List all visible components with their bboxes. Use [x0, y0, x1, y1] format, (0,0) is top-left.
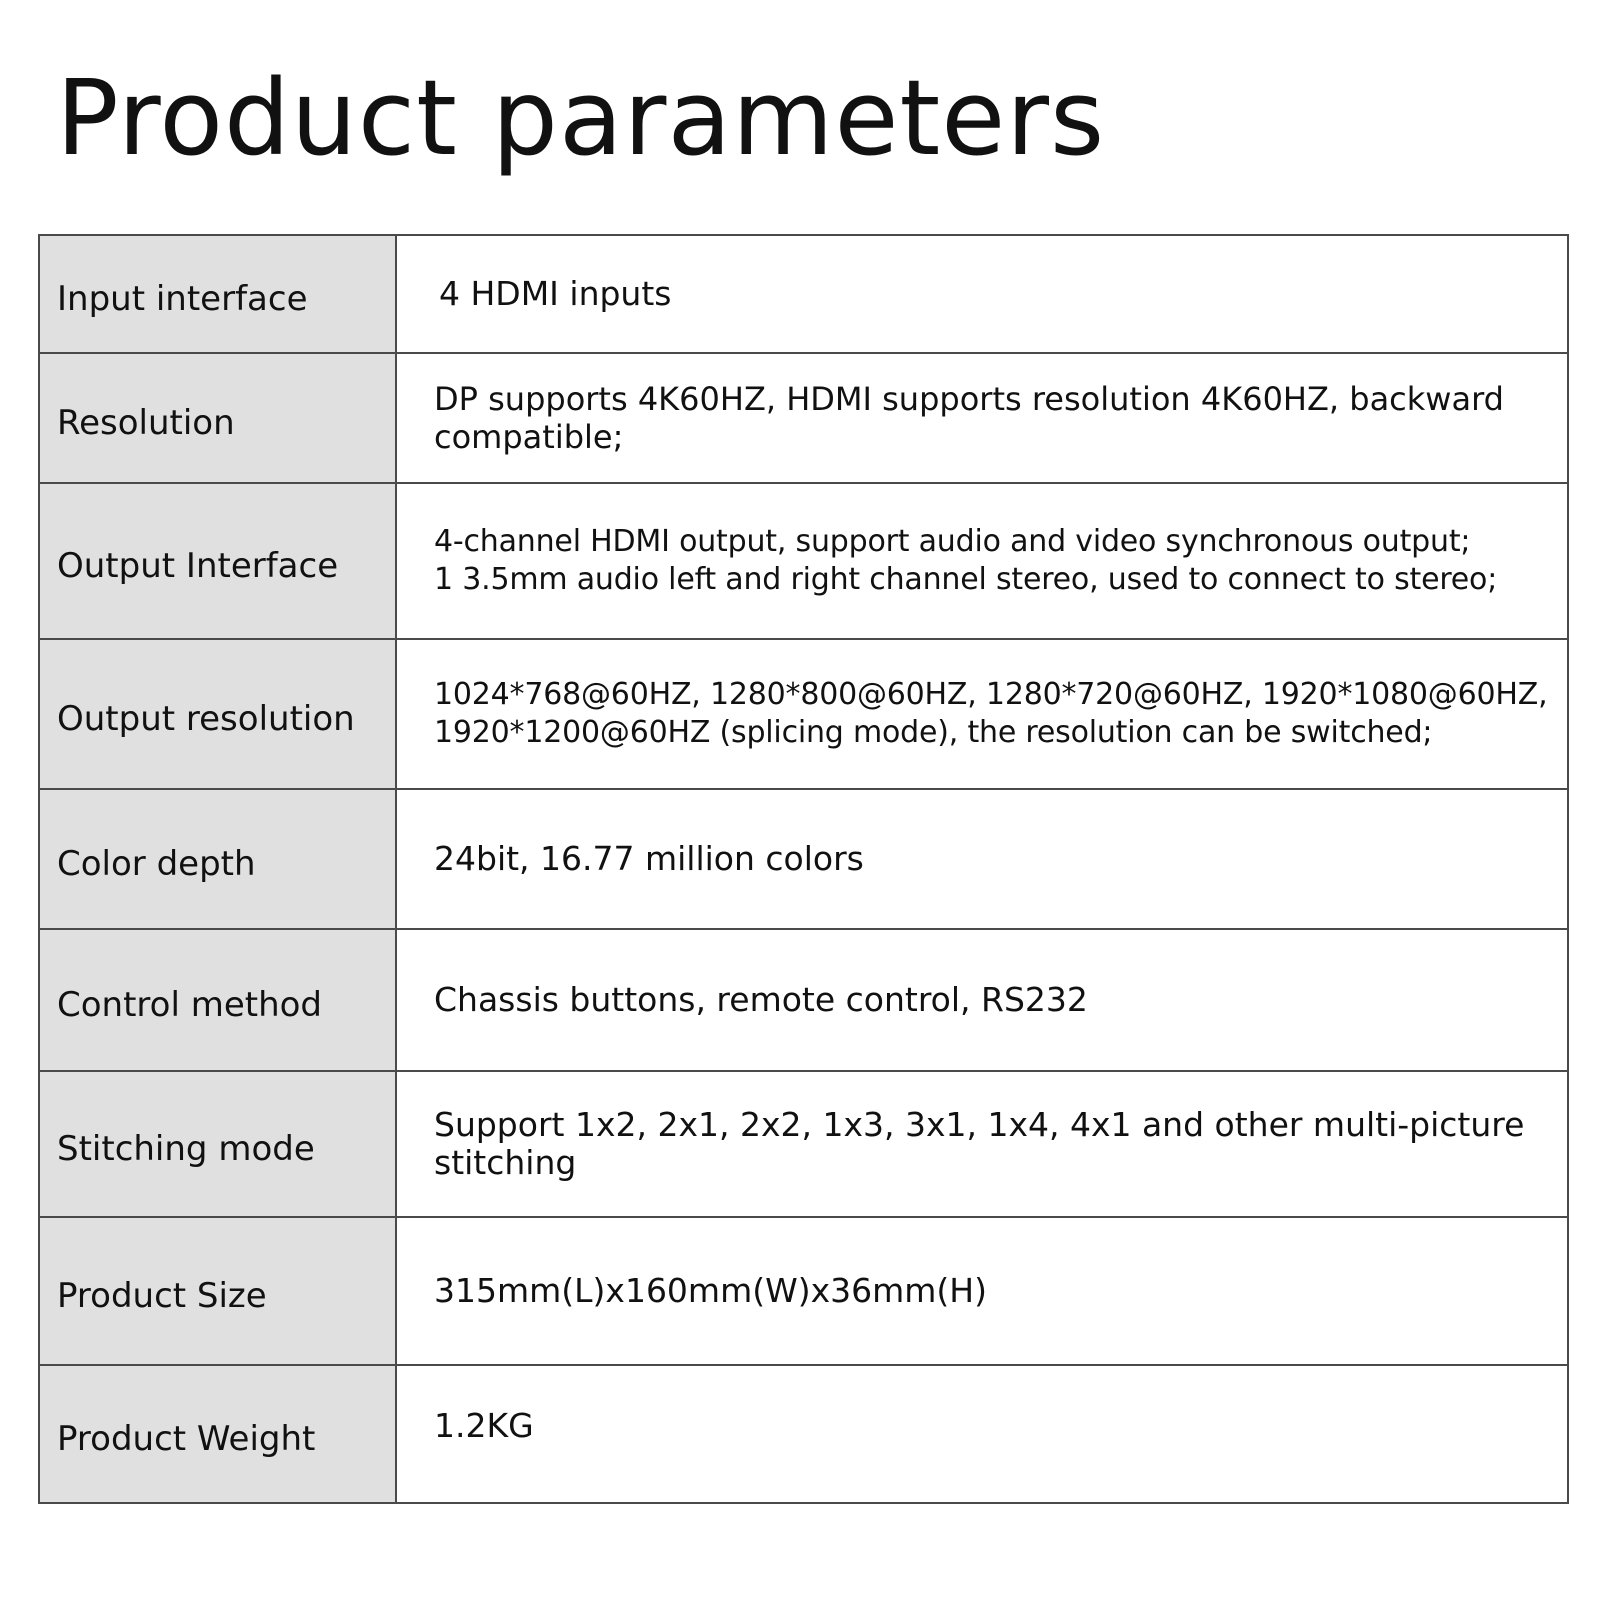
spec-value: [396, 639, 1568, 789]
spec-value-line: 4-channel HDMI output, support audio and video synchronous output;: [434, 524, 1471, 559]
spec-label: Output resolution: [39, 639, 396, 789]
spec-label: Resolution: [39, 353, 396, 483]
spec-value: [396, 483, 1568, 639]
spec-value-line: 1024*768@60HZ, 1280*800@60HZ, 1280*720@60HZ, 1920*1080@60HZ,: [434, 677, 1548, 712]
spec-label: Control method: [39, 929, 396, 1071]
spec-value-line: DP supports 4K60HZ, HDMI supports resolution 4K60HZ, backward: [434, 380, 1504, 418]
spec-value-line: Support 1x2, 2x1, 2x2, 1x3, 3x1, 1x4, 4x1 and other multi-picture: [434, 1105, 1525, 1144]
spec-value-line: 1 3.5mm audio left and right channel stereo, used to connect to stereo;: [434, 562, 1498, 597]
spec-value-line: 24bit, 16.77 million colors: [434, 839, 864, 878]
spec-row-output-interface: [39, 483, 1568, 639]
spec-value-line: 1920*1200@60HZ (splicing mode), the resolution can be switched;: [434, 715, 1433, 750]
spec-value: [396, 789, 1568, 929]
spec-value-line: compatible;: [434, 418, 624, 456]
spec-value-line: Chassis buttons, remote control, RS232: [434, 980, 1088, 1019]
spec-row-stitching-mode: [39, 1071, 1568, 1217]
spec-label: Input interface: [39, 235, 396, 353]
spec-value-line: 1.2KG: [434, 1406, 534, 1445]
spec-label: Stitching mode: [39, 1071, 396, 1217]
spec-table: [38, 234, 1569, 1504]
spec-value: [396, 235, 1568, 353]
spec-label: Product Size: [39, 1217, 396, 1365]
spec-row-resolution: [39, 353, 1568, 483]
spec-label: Output Interface: [39, 483, 396, 639]
spec-value-line: 315mm(L)x160mm(W)x36mm(H): [434, 1271, 987, 1310]
spec-value: [396, 1365, 1568, 1503]
spec-row-color-depth: [39, 789, 1568, 929]
spec-label: Product Weight: [39, 1365, 396, 1503]
spec-value: [396, 1217, 1568, 1365]
spec-label: Color depth: [39, 789, 396, 929]
spec-row-control-method: [39, 929, 1568, 1071]
spec-value-line: stitching: [434, 1143, 577, 1182]
spec-row-product-size: [39, 1217, 1568, 1365]
spec-value: [396, 929, 1568, 1071]
spec-value-line: 4 HDMI inputs: [439, 274, 672, 313]
spec-value: [396, 353, 1568, 483]
spec-row-output-resolution: [39, 639, 1568, 789]
spec-value: [396, 1071, 1568, 1217]
page-title: Product parameters: [56, 57, 1106, 179]
spec-row-input-interface: [39, 235, 1568, 353]
spec-row-product-weight: [39, 1365, 1568, 1503]
